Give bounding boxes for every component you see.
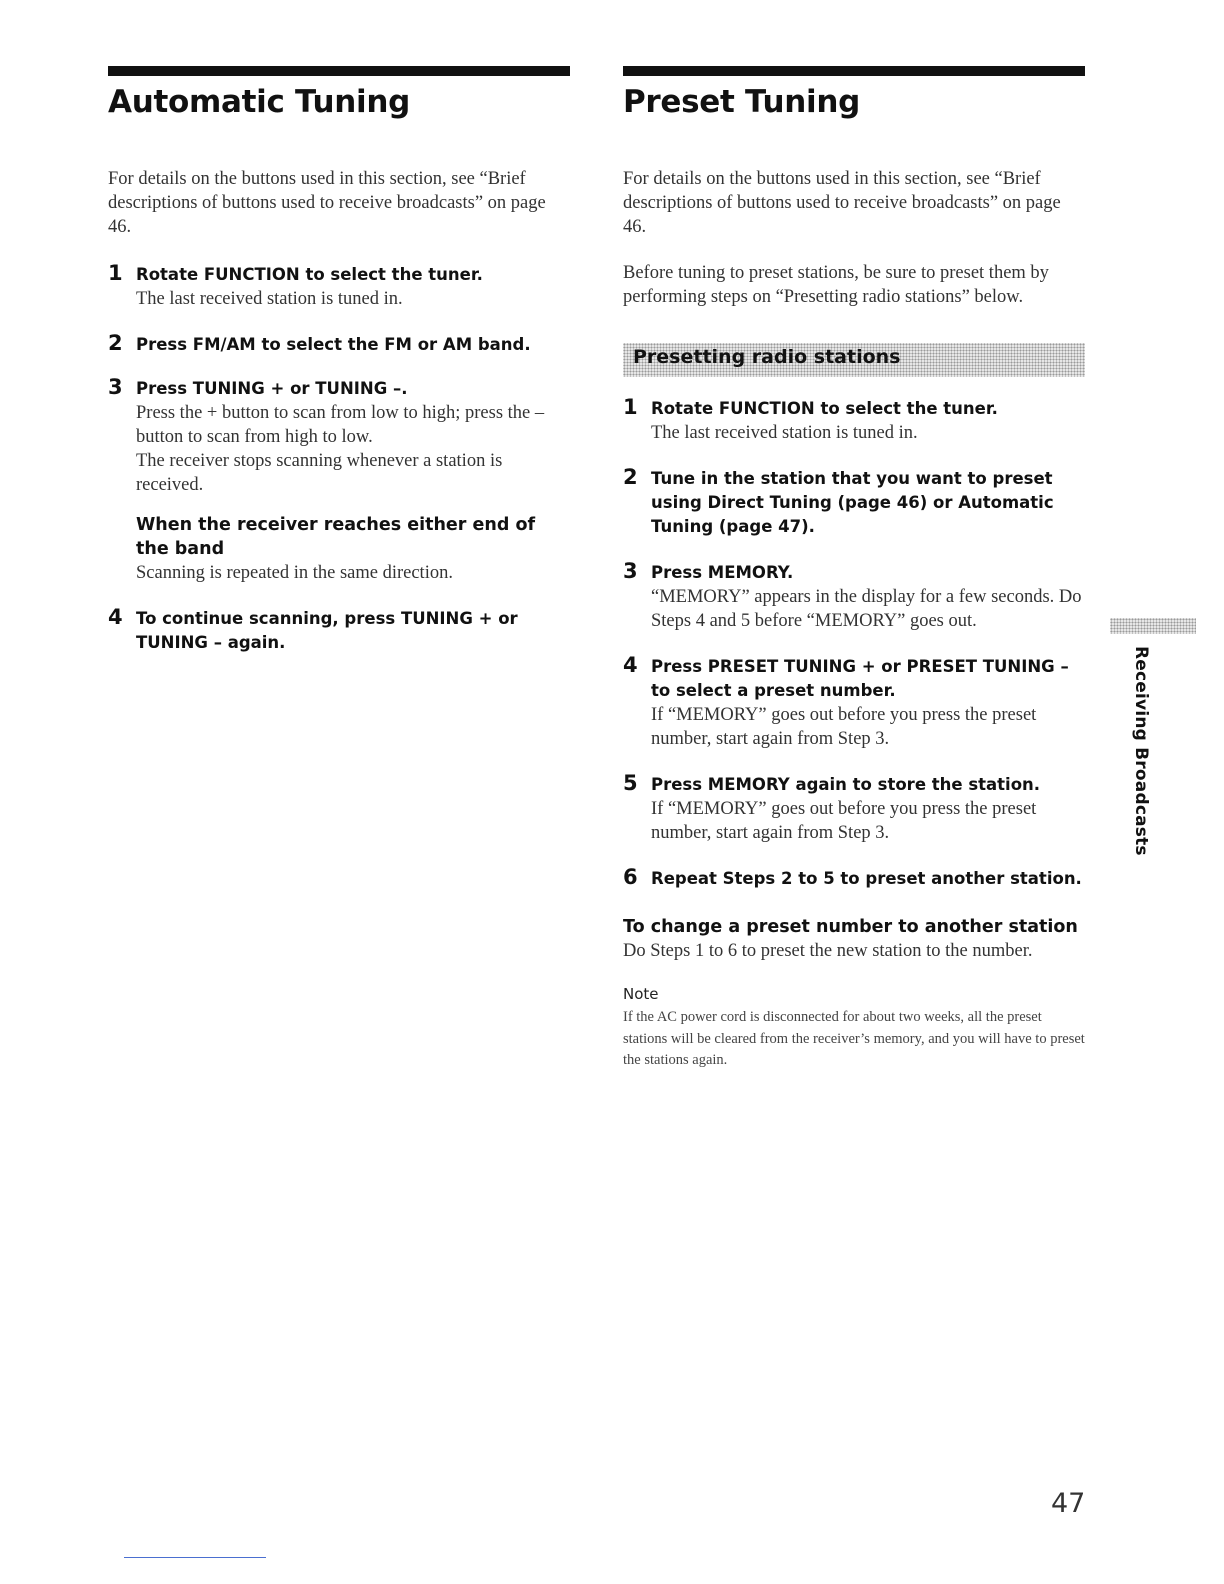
step-body: The receiver stops scanning whenever a station is received. bbox=[136, 451, 503, 495]
heading-rule bbox=[623, 66, 1085, 76]
section-heading: Preset Tuning bbox=[623, 84, 860, 120]
step-body: The last received station is tuned in. bbox=[651, 423, 918, 443]
section-heading: Automatic Tuning bbox=[108, 84, 410, 120]
step-body: If “MEMORY” goes out before you press the preset number, start again from Step 3. bbox=[651, 705, 1037, 749]
subsection-heading: When the receiver reaches either end of the band bbox=[136, 515, 536, 559]
step-2 bbox=[108, 333, 570, 357]
preset-step-5 bbox=[623, 773, 1085, 845]
change-preset-heading: To change a preset number to another station bbox=[623, 917, 1078, 937]
step-body: Press the + button to scan from low to high; press the – button to scan from high to low. bbox=[136, 403, 545, 447]
change-preset-block bbox=[623, 915, 1085, 963]
presetting-banner bbox=[623, 343, 1085, 377]
step-title: Rotate FUNCTION to select the tuner. bbox=[136, 265, 483, 284]
banner-title: Presetting radio stations bbox=[633, 346, 901, 368]
step-title: Rotate FUNCTION to select the tuner. bbox=[651, 399, 998, 418]
step-1 bbox=[108, 263, 570, 311]
step-4 bbox=[108, 607, 570, 655]
footer-line bbox=[124, 1557, 266, 1558]
preset-step-1 bbox=[623, 397, 1085, 445]
step-3 bbox=[108, 377, 570, 585]
change-preset-text: Do Steps 1 to 6 to preset the new station to the number. bbox=[623, 941, 1033, 961]
step-body: If “MEMORY” goes out before you press the preset number, start again from Step 3. bbox=[651, 799, 1037, 843]
step-number: 2 bbox=[623, 465, 638, 489]
subsection-text: Scanning is repeated in the same direction. bbox=[136, 563, 453, 583]
step-number: 3 bbox=[623, 559, 638, 583]
step-body: The last received station is tuned in. bbox=[136, 289, 403, 309]
step-body: “MEMORY” appears in the display for a few seconds. Do Steps 4 and 5 before “MEMORY” goes out. bbox=[651, 587, 1082, 631]
subsection bbox=[136, 513, 570, 585]
step-title: Press MEMORY. bbox=[651, 563, 794, 582]
preset-step-3 bbox=[623, 561, 1085, 633]
preset-step-4 bbox=[623, 655, 1085, 751]
intro-text: For details on the buttons used in this section, see “Brief descriptions of buttons used to receive broadcasts” on page 46. bbox=[623, 169, 1061, 237]
intro-text-2: Before tuning to preset stations, be sure to preset them by performing steps on “Presetting radio stations” below. bbox=[623, 263, 1049, 307]
step-title: Tune in the station that you want to preset using Direct Tuning (page 46) or Automatic Tuning (page 47). bbox=[651, 469, 1054, 536]
step-number: 2 bbox=[108, 331, 123, 355]
step-number: 4 bbox=[108, 605, 123, 629]
note-block bbox=[623, 985, 1085, 1072]
intro-text: For details on the buttons used in this section, see “Brief descriptions of buttons used to receive broadcasts” on page 46. bbox=[108, 169, 546, 237]
step-number: 1 bbox=[108, 261, 123, 285]
preset-tuning-section bbox=[623, 66, 1085, 1072]
step-number: 4 bbox=[623, 653, 638, 677]
heading-rule bbox=[108, 66, 570, 76]
step-number: 5 bbox=[623, 771, 638, 795]
side-tab-label: Receiving Broadcasts bbox=[1131, 646, 1151, 856]
step-title: Repeat Steps 2 to 5 to preset another station. bbox=[651, 869, 1082, 888]
step-title: To continue scanning, press TUNING + or TUNING – again. bbox=[136, 609, 518, 652]
step-title: Press TUNING + or TUNING –. bbox=[136, 379, 408, 398]
step-number: 1 bbox=[623, 395, 638, 419]
page-number: 47 bbox=[1051, 1488, 1086, 1519]
automatic-tuning-section bbox=[108, 66, 570, 655]
preset-step-6 bbox=[623, 867, 1085, 891]
side-tab-marker bbox=[1110, 618, 1196, 634]
step-title: Press PRESET TUNING + or PRESET TUNING – to select a preset number. bbox=[651, 657, 1069, 700]
step-number: 6 bbox=[623, 865, 638, 889]
step-title: Press FM/AM to select the FM or AM band. bbox=[136, 335, 531, 354]
preset-step-2 bbox=[623, 467, 1085, 539]
step-number: 3 bbox=[108, 375, 123, 399]
step-title: Press MEMORY again to store the station. bbox=[651, 775, 1041, 794]
note-text: If the AC power cord is disconnected for about two weeks, all the preset stations will be cleared from the receiver’s memory, and you will have to preset the stations again. bbox=[623, 1009, 1085, 1068]
note-label: Note bbox=[623, 985, 659, 1003]
